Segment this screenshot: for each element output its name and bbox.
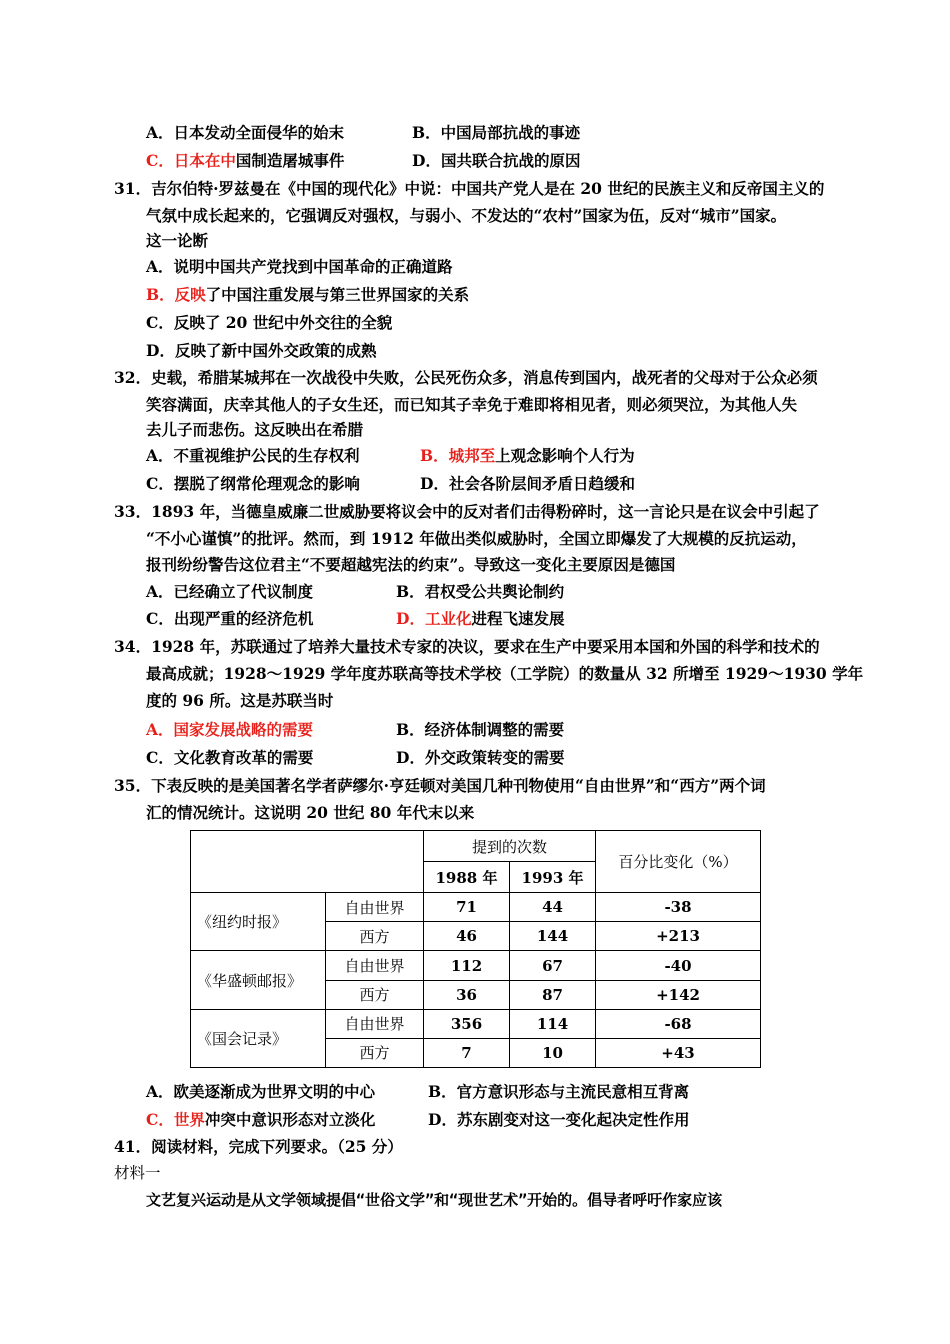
q31-option-b-rest: 了中国注重发展与第三世界国家的关系 bbox=[205, 285, 470, 304]
table-term: 自由世界 bbox=[326, 893, 424, 922]
q32-option-b-rest: 上观念影响个人行为 bbox=[495, 446, 635, 465]
q35-option-c-highlight: C．世界 bbox=[146, 1110, 205, 1129]
table-corner-cell bbox=[191, 831, 424, 893]
table-row bbox=[191, 1009, 761, 1038]
q33-option-a: A．已经确立了代议制度 bbox=[146, 582, 314, 601]
q33-stem-line-3: 报刊纷纷警告这位君主“不要超越宪法的约束”。导致这一变化主要原因是德国 bbox=[146, 555, 676, 574]
table-cell: 356 bbox=[424, 1009, 510, 1038]
q31-option-d: D．反映了新中国外交政策的成熟 bbox=[146, 341, 377, 360]
q31-option-c: C．反映了 20 世纪中外交往的全貌 bbox=[146, 313, 393, 332]
q31-option-a: A．说明中国共产党找到中国革命的正确道路 bbox=[146, 257, 453, 276]
q35-stem-line-1: 35．下表反映的是美国著名学者萨缪尔·亨廷顿对美国几种刊物使用“自由世界”和“西方”两个词 bbox=[114, 776, 766, 795]
table-term: 自由世界 bbox=[326, 1009, 424, 1038]
q34-option-b: B．经济体制调整的需要 bbox=[396, 720, 565, 739]
q33-option-d-highlight: D．工业化 bbox=[396, 609, 472, 628]
table-cell: +142 bbox=[596, 980, 761, 1009]
table-row bbox=[191, 951, 761, 980]
table-cell: -40 bbox=[596, 951, 761, 980]
table-paper-name: 《纽约时报》 bbox=[191, 893, 326, 951]
q32-stem-line-2: 笑容满面，庆幸其他人的子女生还，而已知其子幸免于难即将相见者，则必须哭泣，为其他人失 bbox=[146, 395, 798, 414]
q33-option-d-rest: 进程飞速发展 bbox=[471, 609, 565, 628]
table-paper-name: 《国会记录》 bbox=[191, 1009, 326, 1067]
q32-option-a: A．不重视维护公民的生存权利 bbox=[146, 446, 360, 465]
q34-stem-line-3: 度的 96 所。这是苏联当时 bbox=[146, 691, 334, 710]
table-paper-name: 《华盛顿邮报》 bbox=[191, 951, 326, 1009]
table-header-change: 百分比变化（%） bbox=[596, 831, 761, 893]
table-cell: 87 bbox=[510, 980, 596, 1009]
q30-option-c-highlight: C．日本在中 bbox=[146, 151, 236, 170]
table-cell: 36 bbox=[424, 980, 510, 1009]
q34-option-d: D．外交政策转变的需要 bbox=[396, 748, 565, 767]
q30-option-c bbox=[146, 151, 344, 171]
q33-option-d bbox=[396, 609, 564, 629]
q31-option-b bbox=[146, 285, 469, 305]
table-term: 自由世界 bbox=[326, 951, 424, 980]
material-text: 文艺复兴运动是从文学领域提倡“世俗文学”和“现世艺术”开始的。倡导者呼吁作家应该 bbox=[146, 1191, 723, 1209]
table-cell: +213 bbox=[596, 922, 761, 951]
q30-option-c-rest: 国制造屠城事件 bbox=[235, 151, 345, 170]
table-term: 西方 bbox=[326, 980, 424, 1009]
table-cell: 114 bbox=[510, 1009, 596, 1038]
q33-option-c: C．出现严重的经济危机 bbox=[146, 609, 314, 628]
q32-option-b bbox=[420, 446, 635, 466]
q35-option-a: A．欧美逐渐成为世界文明的中心 bbox=[146, 1082, 376, 1101]
q33-stem-line-1: 33．1893 年，当德皇威廉二世威胁要将议会中的反对者们击得粉碎时，这一言论只是在议会中引起了 bbox=[114, 502, 820, 521]
table-header-year-1988: 1988 年 bbox=[424, 862, 510, 893]
table-term: 西方 bbox=[326, 922, 424, 951]
table-cell: 67 bbox=[510, 951, 596, 980]
table-cell: 7 bbox=[424, 1038, 510, 1067]
table-cell: 144 bbox=[510, 922, 596, 951]
q32-stem-line-3: 去儿子而悲伤。这反映出在希腊 bbox=[146, 420, 364, 439]
table-cell: 46 bbox=[424, 922, 510, 951]
q32-option-d: D．社会各阶层间矛盾日趋缓和 bbox=[420, 474, 635, 493]
table-header-year-1993: 1993 年 bbox=[510, 862, 596, 893]
q35-option-d: D．苏东剧变对这一变化起决定性作用 bbox=[428, 1110, 690, 1129]
q32-option-c: C．摆脱了纲常伦理观念的影响 bbox=[146, 474, 360, 493]
q35-option-c bbox=[146, 1110, 375, 1130]
q31-stem-line-1: 31．吉尔伯特·罗兹曼在《中国的现代化》中说：中国共产党人是在 20 世纪的民族主义和反帝国主义的 bbox=[114, 179, 825, 198]
q35-option-b: B．官方意识形态与主流民意相互背离 bbox=[428, 1082, 690, 1101]
table-term: 西方 bbox=[326, 1038, 424, 1067]
q34-stem-line-2: 最高成就；1928～1929 学年度苏联高等技术学校（工学院）的数量从 32 所增至 1929～1930 学年 bbox=[146, 664, 864, 683]
table-cell: -68 bbox=[596, 1009, 761, 1038]
table-cell: -38 bbox=[596, 893, 761, 922]
q35-option-c-rest: 冲突中意识形态对立淡化 bbox=[204, 1110, 376, 1129]
table-cell: 112 bbox=[424, 951, 510, 980]
q41-heading: 41．阅读材料，完成下列要求。（25 分） bbox=[114, 1137, 403, 1156]
q34-stem-line-1: 34．1928 年，苏联通过了培养大量技术专家的决议，要求在生产中要采用本国和外国的科学和技术的 bbox=[114, 637, 820, 656]
q31-option-b-highlight: B．反映 bbox=[146, 285, 206, 304]
q34-option-c: C．文化教育改革的需要 bbox=[146, 748, 314, 767]
q31-stem-line-2: 气氛中成长起来的，它强调反对强权，与弱小、不发达的“农村”国家为伍，反对“城市”国家。 bbox=[146, 206, 787, 225]
table-cell: 71 bbox=[424, 893, 510, 922]
material-label: 材料一 bbox=[114, 1164, 161, 1182]
q33-stem-line-2: “不小心谨慎”的批评。然而，到 1912 年做出类似威胁时，全国立即爆发了大规模的反抗运动， bbox=[146, 529, 807, 548]
q30-option-a: A．日本发动全面侵华的始末 bbox=[146, 123, 345, 142]
q30-option-b: B．中国局部抗战的事迹 bbox=[412, 123, 581, 142]
q30-option-d: D．国共联合抗战的原因 bbox=[412, 151, 581, 170]
q34-option-a: A．国家发展战略的需要 bbox=[146, 720, 314, 739]
q32-option-b-highlight: B．城邦至 bbox=[420, 446, 496, 465]
q35-stem-line-2: 汇的情况统计。这说明 20 世纪 80 年代末以来 bbox=[146, 803, 475, 822]
q32-stem-line-1: 32．史载，希腊某城邦在一次战役中失败，公民死伤众多，消息传到国内，战死者的父母对于公众必须 bbox=[114, 368, 818, 387]
table-row bbox=[191, 893, 761, 922]
table-header-mentions: 提到的次数 bbox=[424, 831, 596, 862]
q33-option-b: B．君权受公共舆论制约 bbox=[396, 582, 565, 601]
table-cell: 10 bbox=[510, 1038, 596, 1067]
q31-stem-line-3: 这一论断 bbox=[146, 231, 209, 250]
table-cell: +43 bbox=[596, 1038, 761, 1067]
statistics-table bbox=[190, 830, 761, 1068]
table-cell: 44 bbox=[510, 893, 596, 922]
